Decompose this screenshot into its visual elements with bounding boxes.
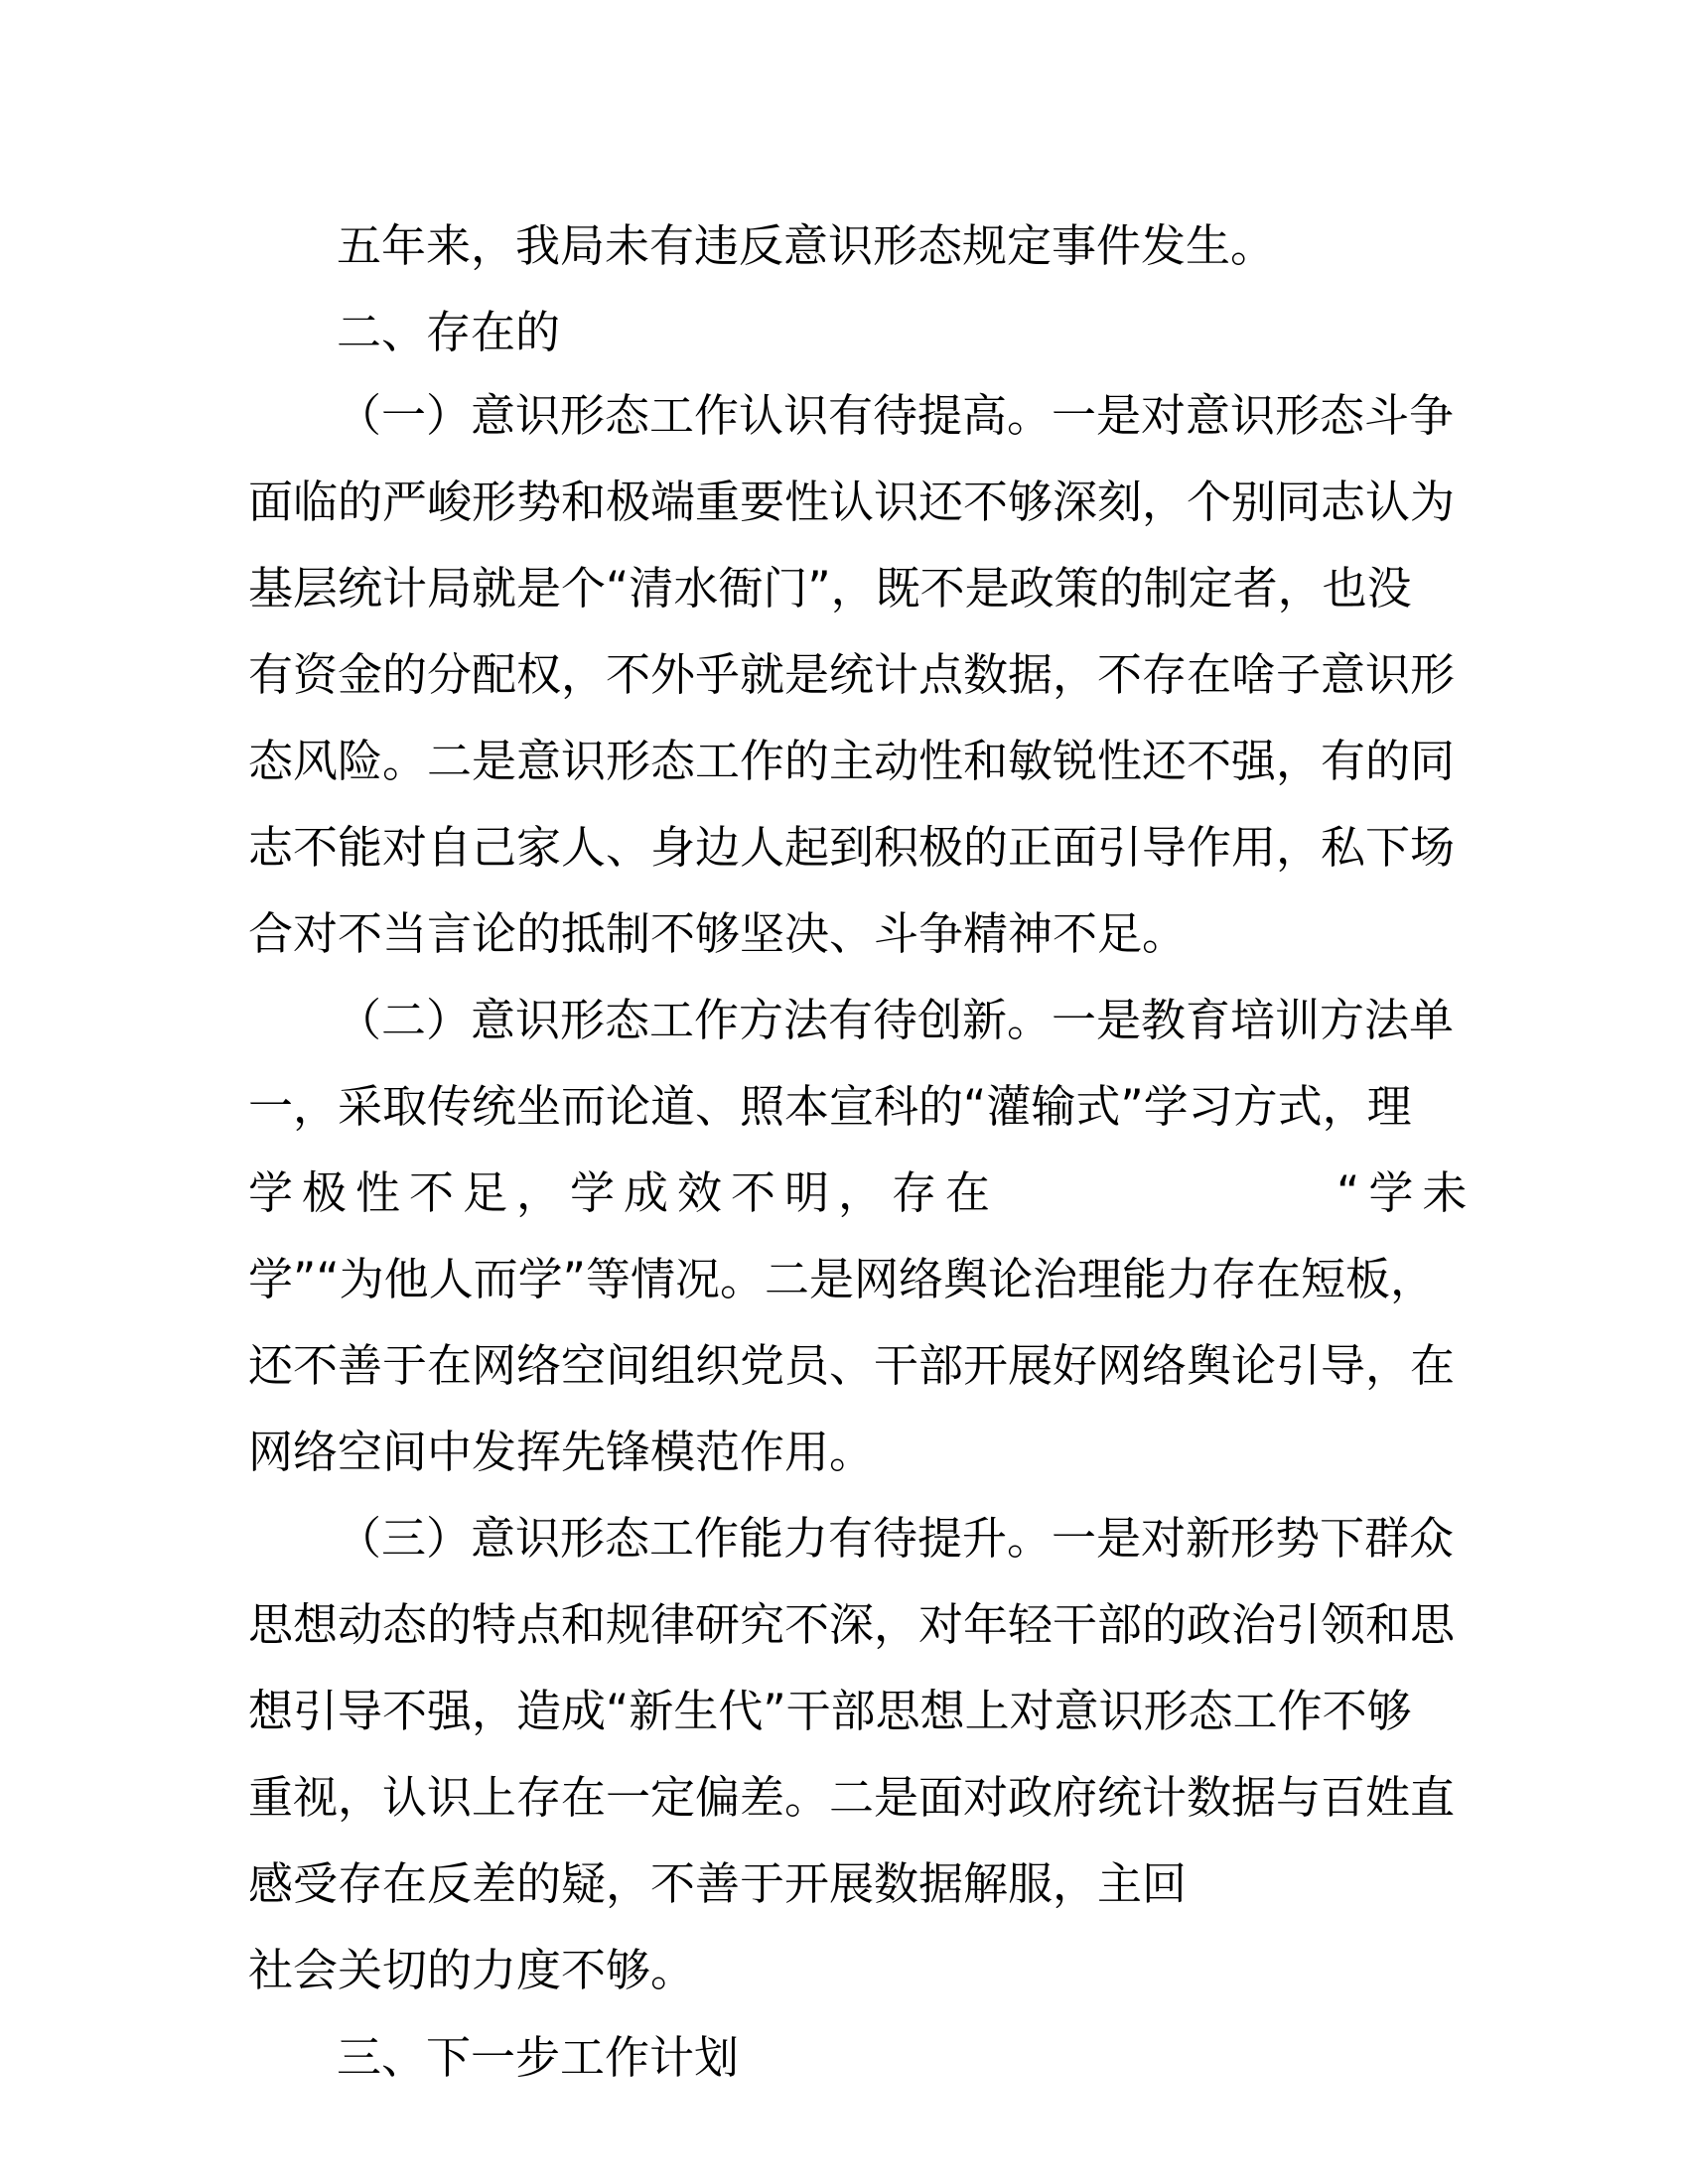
text-line: 重视，认识上存在一定偏差。二是面对政府统计数据与百姓直 [248,1771,1456,1824]
text-line: 面临的严峻形势和极端重要性认识还不够深刻，个别同志认为 [248,476,1456,528]
text-line: 思想动态的特点和规律研究不深，对年轻干部的政治引领和思 [248,1598,1456,1651]
text-line: 还不善于在网络空间组织党员、干部开展好网络舆论引导，在 [248,1339,1456,1392]
section-heading: 二、存在的 [337,306,561,358]
text-line: 有资金的分配权，不外乎就是统计点数据，不存在啥子意识形 [248,648,1456,701]
text-fragment: 学极性不足，学成效不明，存在 [248,1166,1000,1219]
text-line: 志不能对自己家人、身边人起到积极的正面引导作用，私下场 [248,821,1456,874]
text-line: 学”“为他人而学”等情况。二是网络舆论治理能力存在短板， [248,1253,1435,1305]
text-line: （三）意识形态工作能力有待提升。一是对新形势下群众 [337,1512,1455,1565]
section-heading: 三、下一步工作计划 [337,2031,740,2084]
text-line: 社会关切的力度不够。 [248,1944,696,1996]
text-line: 想引导不强，造成“新生代”干部思想上对意识形态工作不够 [248,1685,1412,1737]
text-line: （二）意识形态工作方法有待创新。一是教育培训方法单 [337,994,1455,1046]
text-line: 基层统计局就是个“清水衙门”，既不是政策的制定者，也没 [248,562,1412,614]
text-line: 态风险。二是意识形态工作的主动性和敏锐性还不强，有的同 [248,735,1456,787]
text-line: 五年来，我局未有违反意识形态规定事件发生。 [337,219,1276,272]
text-line [248,1163,1476,1223]
text-fragment: “学未 [1336,1166,1477,1219]
text-line: 一，采取传统坐而论道、照本宣科的“灌输式”学习方式，理 [248,1080,1412,1133]
text-line: 合对不当言论的抵制不够坚决、斗争精神不足。 [248,907,1188,960]
text-line: 感受存在反差的疑，不善于开展数据解服，主回 [248,1857,1188,1910]
text-line: （一）意识形态工作认识有待提高。一是对意识形态斗争 [337,389,1455,442]
text-line: 网络空间中发挥先锋模范作用。 [248,1426,875,1478]
